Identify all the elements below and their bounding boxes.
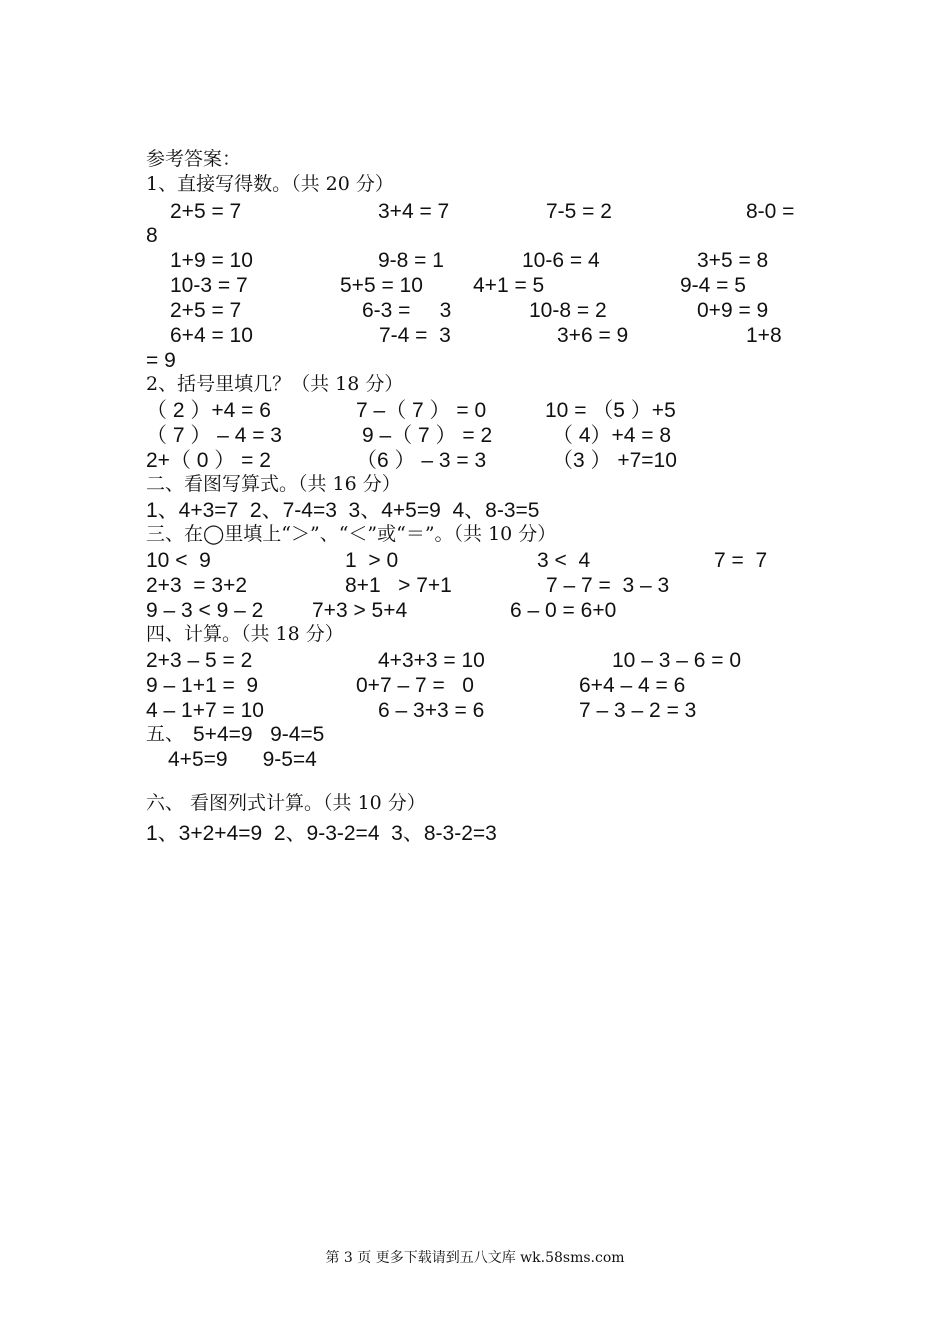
page-footer: 第 3 页 更多下载请到五八文库 wk.58sms.com: [325, 1250, 625, 1266]
section2-heading: 2、括号里填几？（共 18 分）: [146, 373, 404, 395]
s1-r0-c3: 8-0 =: [746, 200, 795, 223]
section3-heading: 二、看图写算式。（共 16 分）: [146, 473, 401, 495]
s5-r0-c1: 4+3+3 = 10: [378, 649, 485, 672]
s1-r3-c2: 4+1 = 5: [473, 274, 545, 297]
s1-r5-c1: 7-4 = 3: [379, 324, 451, 347]
s1-r5-c0: 6+4 = 10: [170, 324, 253, 347]
s2-r0-c2: 10 = （5 ）+5: [545, 399, 676, 422]
s5-r1-c0: 9 – 1+1 = 9: [146, 674, 259, 697]
s5-r1-c2: 6+4 – 4 = 6: [579, 674, 686, 697]
s2-r0-c0: （ 2 ）+4 = 6: [146, 399, 271, 422]
section6-label: 五、: [146, 723, 185, 745]
section7-heading: 六、 看图列式计算。（共 10 分）: [146, 792, 426, 814]
s4-r0-c2: 3 < 4: [537, 549, 591, 572]
s6-line1: 5+4=9 9-4=5: [193, 723, 325, 746]
s7-answers: 1、3+2+4=9 2、9-3-2=4 3、8-3-2=3: [146, 822, 497, 845]
s5-r2-c0: 4 – 1+7 = 10: [146, 699, 264, 722]
s1-r0-c0: 2+5 = 7: [170, 200, 242, 223]
s1-r3-c1: 5+5 = 10: [340, 274, 423, 297]
s6-line2: 4+5=9 9-5=4: [168, 748, 317, 771]
s5-r2-c2: 7 – 3 – 2 = 3: [579, 699, 697, 722]
section1-heading: 1、直接写得数。（共 20 分）: [146, 173, 394, 195]
s2-r2-c2: （3 ） +7=10: [552, 449, 677, 472]
s5-r2-c1: 6 – 3+3 = 6: [378, 699, 485, 722]
s4-r1-c1: 8+1 > 7+1: [345, 574, 452, 597]
s1-r0-c1: 3+4 = 7: [378, 200, 450, 223]
s4-r2-c1: 7+3 > 5+4: [312, 599, 408, 622]
s5-r0-c2: 10 – 3 – 6 = 0: [612, 649, 742, 672]
s2-r1-c0: （ 7 ） – 4 = 3: [146, 424, 282, 447]
s1-r4-c0: 2+5 = 7: [170, 299, 242, 322]
s1-r3-c0: 10-3 = 7: [170, 274, 248, 297]
s4-r1-c2: 7 – 7 = 3 – 3: [546, 574, 670, 597]
s4-r2-c0: 9 – 3 < 9 – 2: [146, 599, 264, 622]
answer-title: 参考答案：: [146, 148, 242, 170]
s1-r4-c1: 6-3 = 3: [362, 299, 452, 322]
s1-r6-c0: = 9: [146, 349, 176, 372]
s1-r4-c2: 10-8 = 2: [529, 299, 607, 322]
s1-r2-c2: 10-6 = 4: [522, 249, 600, 272]
s1-r5-c2: 3+6 = 9: [557, 324, 629, 347]
s1-r2-c0: 1+9 = 10: [170, 249, 253, 272]
s4-r1-c0: 2+3 = 3+2: [146, 574, 248, 597]
s2-r1-c2: （ 4）+4 = 8: [552, 424, 672, 447]
s2-r2-c0: 2+（ 0 ） = 2: [146, 449, 271, 472]
s1-r4-c3: 0+9 = 9: [697, 299, 769, 322]
s1-r5-c3: 1+8: [746, 324, 782, 347]
s5-r1-c1: 0+7 – 7 = 0: [356, 674, 474, 697]
s2-r0-c1: 7 –（ 7 ） = 0: [356, 399, 487, 422]
s4-r0-c0: 10 < 9: [146, 549, 211, 572]
s1-r1-c0: 8: [146, 224, 158, 247]
s1-r0-c2: 7-5 = 2: [546, 200, 612, 223]
s3-answers: 1、4+3=7 2、7-4=3 3、4+5=9 4、8-3=5: [146, 499, 540, 522]
s4-r0-c3: 7 = 7: [714, 549, 768, 572]
s1-r3-c3: 9-4 = 5: [680, 274, 746, 297]
s5-r0-c0: 2+3 – 5 = 2: [146, 649, 253, 672]
s2-r1-c1: 9 –（ 7 ） = 2: [362, 424, 493, 447]
section5-heading: 四、计算。（共 18 分）: [146, 623, 344, 645]
section4-heading: 三、在◯里填上“＞”、“＜”或“＝”。（共 10 分）: [146, 523, 557, 545]
s1-r2-c3: 3+5 = 8: [697, 249, 769, 272]
s4-r0-c1: 1 > 0: [345, 549, 399, 572]
s1-r2-c1: 9-8 = 1: [378, 249, 444, 272]
s2-r2-c1: （6 ） – 3 = 3: [356, 449, 487, 472]
s4-r2-c2: 6 – 0 = 6+0: [510, 599, 617, 622]
